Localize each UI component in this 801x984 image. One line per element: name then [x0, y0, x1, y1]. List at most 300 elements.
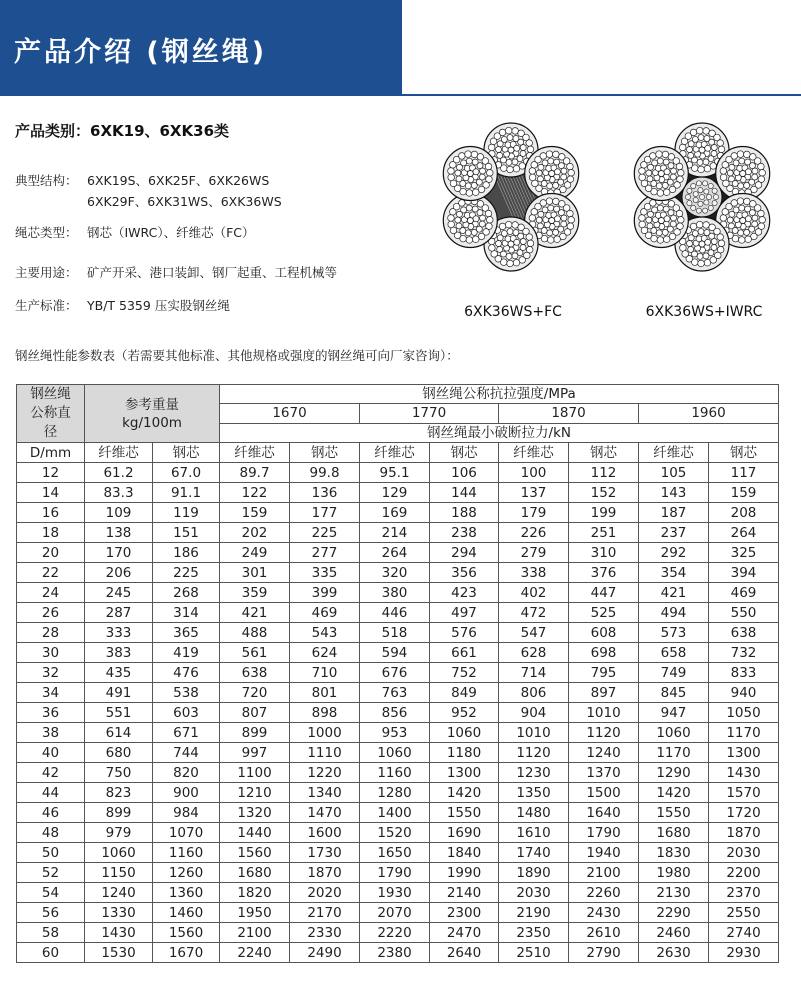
table-cell: 1680 — [220, 863, 290, 883]
table-cell: 187 — [639, 503, 709, 523]
table-cell: 1550 — [639, 803, 709, 823]
table-cell: 518 — [360, 623, 430, 643]
strength-header: 钢丝绳公称抗拉强度/MPa — [220, 385, 779, 404]
fc-figure-caption: 6XK36WS+FC — [464, 304, 562, 320]
table-cell: 2290 — [639, 903, 709, 923]
table-cell: 2130 — [639, 883, 709, 903]
table-cell: 237 — [639, 523, 709, 543]
table-cell: 1060 — [85, 843, 153, 863]
table-cell: 856 — [360, 703, 430, 723]
table-cell: 91.1 — [153, 483, 220, 503]
standard-value: YB/T 5359 压实股钢丝绳 — [87, 298, 230, 313]
table-cell: 1240 — [569, 743, 639, 763]
table-row — [17, 703, 779, 723]
table-cell: 698 — [569, 643, 639, 663]
table-cell: 1840 — [430, 843, 499, 863]
weight-fiber-label: 纤维芯 — [85, 443, 153, 463]
table-cell: 151 — [153, 523, 220, 543]
table-cell: 497 — [430, 603, 499, 623]
table-cell: 179 — [499, 503, 569, 523]
core-wire — [696, 181, 701, 186]
table-cell: 1950 — [220, 903, 290, 923]
table-cell: 1350 — [499, 783, 569, 803]
typical-structure-row — [15, 171, 269, 189]
table-cell: 333 — [85, 623, 153, 643]
core-wire — [691, 183, 696, 188]
table-cell: 36 — [17, 703, 85, 723]
table-cell: 732 — [709, 643, 779, 663]
table-cell: 287 — [85, 603, 153, 623]
table-cell: 2550 — [709, 903, 779, 923]
table-cell: 2020 — [290, 883, 360, 903]
table-cell: 365 — [153, 623, 220, 643]
core-type-value: 钢芯（IWRC）、纤维芯（FC） — [87, 225, 255, 240]
weight-header-line2: kg/100m — [122, 414, 182, 431]
table-cell: 801 — [290, 683, 360, 703]
table-cell: 603 — [153, 703, 220, 723]
table-cell: 394 — [709, 563, 779, 583]
table-cell: 169 — [360, 503, 430, 523]
table-cell: 638 — [220, 663, 290, 683]
table-cell: 301 — [220, 563, 290, 583]
table-cell: 849 — [430, 683, 499, 703]
table-cell: 576 — [430, 623, 499, 643]
table-cell: 1560 — [153, 923, 220, 943]
table-cell: 1370 — [569, 763, 639, 783]
typical-structure-line1: 6XK19S、6XK25F、6XK26WS — [87, 173, 270, 188]
table-cell: 1120 — [569, 723, 639, 743]
table-cell: 1110 — [290, 743, 360, 763]
core-wire — [693, 191, 698, 196]
table-cell: 38 — [17, 723, 85, 743]
table-cell: 1420 — [639, 783, 709, 803]
table-cell: 2070 — [360, 903, 430, 923]
table-cell: 54 — [17, 883, 85, 903]
table-cell: 2490 — [290, 943, 360, 963]
table-cell: 136 — [290, 483, 360, 503]
core-wire — [712, 200, 717, 205]
rope-strand — [443, 194, 497, 248]
table-cell: 95.1 — [360, 463, 430, 483]
core-wire — [708, 205, 713, 210]
table-cell: 117 — [709, 463, 779, 483]
table-caption: 钢丝绳性能参数表（若需要其他标准、其他规格或强度的钢丝绳可向厂家咨询）： — [15, 348, 459, 363]
table-cell: 1790 — [569, 823, 639, 843]
table-cell: 2470 — [430, 923, 499, 943]
table-cell: 2190 — [499, 903, 569, 923]
table-cell: 338 — [499, 563, 569, 583]
core-wire — [687, 188, 692, 193]
table-cell: 1720 — [709, 803, 779, 823]
table-cell: 2790 — [569, 943, 639, 963]
core-wire — [698, 201, 703, 206]
table-cell: 2460 — [639, 923, 709, 943]
table-row — [17, 683, 779, 703]
table-cell: 1690 — [430, 823, 499, 843]
table-cell: 106 — [430, 463, 499, 483]
table-cell: 245 — [85, 583, 153, 603]
table-cell: 1790 — [360, 863, 430, 883]
table-cell: 249 — [220, 543, 290, 563]
table-cell: 34 — [17, 683, 85, 703]
core-wire — [703, 181, 708, 186]
standard-label: 生产标准： — [15, 298, 78, 313]
table-cell: 199 — [569, 503, 639, 523]
table-cell: 899 — [220, 723, 290, 743]
core-wire — [698, 188, 703, 193]
table-cell: 472 — [499, 603, 569, 623]
table-cell: 1570 — [709, 783, 779, 803]
table-cell: 137 — [499, 483, 569, 503]
usage-value: 矿产开采、港口装卸、钢厂起重、工程机械等 — [87, 265, 338, 280]
table-cell: 105 — [639, 463, 709, 483]
table-cell: 214 — [360, 523, 430, 543]
table-cell: 188 — [430, 503, 499, 523]
table-cell: 26 — [17, 603, 85, 623]
table-cell: 83.3 — [85, 483, 153, 503]
table-cell: 42 — [17, 763, 85, 783]
table-cell: 24 — [17, 583, 85, 603]
table-row — [17, 523, 779, 543]
table-cell: 2740 — [709, 923, 779, 943]
table-cell: 469 — [709, 583, 779, 603]
table-cell: 547 — [499, 623, 569, 643]
table-row — [17, 623, 779, 643]
table-cell: 67.0 — [153, 463, 220, 483]
table-row — [17, 563, 779, 583]
table-cell: 1870 — [290, 863, 360, 883]
table-cell: 1440 — [220, 823, 290, 843]
core-wire — [696, 208, 701, 213]
grade-1960: 1960 — [639, 404, 779, 423]
core-wire — [712, 188, 717, 193]
rope-strand — [634, 194, 688, 248]
table-cell: 159 — [220, 503, 290, 523]
table-cell: 447 — [569, 583, 639, 603]
table-cell: 32 — [17, 663, 85, 683]
core-wire — [691, 205, 696, 210]
table-cell: 22 — [17, 563, 85, 583]
rope-strand — [525, 147, 579, 201]
table-cell: 1120 — [499, 743, 569, 763]
table-cell: 594 — [360, 643, 430, 663]
table-cell: 2220 — [360, 923, 430, 943]
table-cell: 144 — [430, 483, 499, 503]
table-cell: 129 — [360, 483, 430, 503]
table-cell: 138 — [85, 523, 153, 543]
table-cell: 310 — [569, 543, 639, 563]
table-cell: 314 — [153, 603, 220, 623]
table-cell: 2640 — [430, 943, 499, 963]
table-cell: 2370 — [709, 883, 779, 903]
table-cell: 763 — [360, 683, 430, 703]
steel-label-1870: 钢芯 — [569, 443, 639, 463]
spec-table — [16, 384, 779, 963]
table-cell: 1340 — [290, 783, 360, 803]
table-cell: 170 — [85, 543, 153, 563]
core-type-row — [15, 223, 255, 241]
breaking-force-header: 钢丝绳最小破断拉力/kN — [220, 423, 779, 442]
core-wire — [693, 197, 698, 202]
table-cell: 833 — [709, 663, 779, 683]
table-cell: 1170 — [709, 723, 779, 743]
table-row — [17, 903, 779, 923]
table-cell: 264 — [709, 523, 779, 543]
table-cell: 2630 — [639, 943, 709, 963]
table-cell: 238 — [430, 523, 499, 543]
table-cell: 1930 — [360, 883, 430, 903]
table-row — [17, 603, 779, 623]
table-cell: 89.7 — [220, 463, 290, 483]
table-cell: 1430 — [709, 763, 779, 783]
table-cell: 52 — [17, 863, 85, 883]
usage-label: 主要用途： — [15, 265, 78, 280]
steel-label-1770: 钢芯 — [430, 443, 499, 463]
table-cell: 159 — [709, 483, 779, 503]
table-cell: 100 — [499, 463, 569, 483]
table-cell: 1890 — [499, 863, 569, 883]
core-wire — [708, 183, 713, 188]
table-cell: 1300 — [709, 743, 779, 763]
table-cell: 2930 — [709, 943, 779, 963]
weight-header — [85, 385, 220, 443]
table-row — [17, 723, 779, 743]
table-cell: 1940 — [569, 843, 639, 863]
table-row — [17, 883, 779, 903]
table-cell: 1400 — [360, 803, 430, 823]
diameter-header — [17, 385, 85, 443]
table-cell: 152 — [569, 483, 639, 503]
table-cell: 18 — [17, 523, 85, 543]
table-cell: 1420 — [430, 783, 499, 803]
table-cell: 1180 — [430, 743, 499, 763]
table-cell: 1740 — [499, 843, 569, 863]
table-cell: 325 — [709, 543, 779, 563]
weight-header-line1: 参考重量 — [125, 396, 179, 413]
table-cell: 1010 — [499, 723, 569, 743]
table-cell: 2030 — [499, 883, 569, 903]
table-row — [17, 943, 779, 963]
table-row — [17, 463, 779, 483]
table-cell: 710 — [290, 663, 360, 683]
table-cell: 99.8 — [290, 463, 360, 483]
table-cell: 1460 — [153, 903, 220, 923]
table-cell: 2510 — [499, 943, 569, 963]
table-cell: 354 — [639, 563, 709, 583]
table-cell: 279 — [499, 543, 569, 563]
table-cell: 2100 — [220, 923, 290, 943]
rope-strand — [443, 147, 497, 201]
table-cell: 1210 — [220, 783, 290, 803]
table-cell: 752 — [430, 663, 499, 683]
rope-strand — [716, 147, 770, 201]
table-cell: 614 — [85, 723, 153, 743]
table-row — [17, 763, 779, 783]
table-cell: 423 — [430, 583, 499, 603]
table-cell: 30 — [17, 643, 85, 663]
table-cell: 109 — [85, 503, 153, 523]
table-cell: 1100 — [220, 763, 290, 783]
page-title: 产品介绍 (钢丝绳) — [14, 37, 268, 68]
table-cell: 720 — [220, 683, 290, 703]
table-cell: 671 — [153, 723, 220, 743]
table-cell: 1360 — [153, 883, 220, 903]
rope-cross-section-iwrc — [627, 122, 777, 272]
table-cell: 744 — [153, 743, 220, 763]
table-cell: 16 — [17, 503, 85, 523]
table-cell: 435 — [85, 663, 153, 683]
table-cell: 264 — [360, 543, 430, 563]
table-cell: 845 — [639, 683, 709, 703]
usage-row — [15, 263, 337, 281]
table-cell: 1060 — [430, 723, 499, 743]
table-cell: 335 — [290, 563, 360, 583]
table-cell: 419 — [153, 643, 220, 663]
table-cell: 1600 — [290, 823, 360, 843]
table-cell: 122 — [220, 483, 290, 503]
table-cell: 1290 — [639, 763, 709, 783]
table-cell: 61.2 — [85, 463, 153, 483]
table-cell: 2260 — [569, 883, 639, 903]
table-cell: 48 — [17, 823, 85, 843]
table-cell: 1170 — [639, 743, 709, 763]
table-cell: 1050 — [709, 703, 779, 723]
table-cell: 380 — [360, 583, 430, 603]
table-cell: 2610 — [569, 923, 639, 943]
iwrc-figure-caption: 6XK36WS+IWRC — [645, 304, 763, 320]
table-cell: 12 — [17, 463, 85, 483]
table-cell: 1480 — [499, 803, 569, 823]
table-cell: 525 — [569, 603, 639, 623]
core-wire — [704, 200, 709, 205]
table-cell: 177 — [290, 503, 360, 523]
table-cell: 119 — [153, 503, 220, 523]
fiber-label-1670: 纤维芯 — [220, 443, 290, 463]
title-banner — [0, 0, 402, 96]
table-cell: 14 — [17, 483, 85, 503]
table-cell: 551 — [85, 703, 153, 723]
table-row — [17, 583, 779, 603]
table-cell: 997 — [220, 743, 290, 763]
table-cell: 359 — [220, 583, 290, 603]
table-cell: 421 — [220, 603, 290, 623]
core-wire — [699, 194, 704, 199]
table-cell: 1240 — [85, 883, 153, 903]
typical-structure-line2: 6XK29F、6XK31WS、6XK36WS — [87, 194, 282, 209]
table-row — [17, 663, 779, 683]
table-cell: 226 — [499, 523, 569, 543]
table-cell: 1470 — [290, 803, 360, 823]
table-cell: 383 — [85, 643, 153, 663]
table-row — [17, 823, 779, 843]
table-cell: 1330 — [85, 903, 153, 923]
typical-structure-label: 典型结构： — [15, 173, 78, 188]
table-cell: 2350 — [499, 923, 569, 943]
table-cell: 320 — [360, 563, 430, 583]
core-wire — [713, 194, 718, 199]
table-cell: 1430 — [85, 923, 153, 943]
table-cell: 661 — [430, 643, 499, 663]
table-cell: 680 — [85, 743, 153, 763]
core-wire — [704, 189, 709, 194]
fiber-label-1870: 纤维芯 — [499, 443, 569, 463]
table-cell: 1530 — [85, 943, 153, 963]
spec-table-body — [17, 463, 779, 963]
table-row — [17, 783, 779, 803]
table-cell: 251 — [569, 523, 639, 543]
table-cell: 2380 — [360, 943, 430, 963]
table-cell: 1220 — [290, 763, 360, 783]
table-cell: 469 — [290, 603, 360, 623]
table-cell: 225 — [153, 563, 220, 583]
table-row — [17, 543, 779, 563]
table-row — [17, 743, 779, 763]
table-row — [17, 803, 779, 823]
table-cell: 1160 — [360, 763, 430, 783]
table-cell: 1230 — [499, 763, 569, 783]
table-cell: 947 — [639, 703, 709, 723]
core-wire — [685, 194, 690, 199]
table-row — [17, 863, 779, 883]
table-cell: 807 — [220, 703, 290, 723]
table-cell: 50 — [17, 843, 85, 863]
table-row — [17, 843, 779, 863]
table-cell: 1650 — [360, 843, 430, 863]
standard-row — [15, 296, 230, 314]
table-cell: 749 — [639, 663, 709, 683]
table-cell: 538 — [153, 683, 220, 703]
table-row — [17, 643, 779, 663]
table-cell: 2240 — [220, 943, 290, 963]
rope-strand — [634, 147, 688, 201]
steel-label-1670: 钢芯 — [290, 443, 360, 463]
diameter-header-text: 钢丝绳公称直径 — [30, 386, 71, 440]
table-cell: 1150 — [85, 863, 153, 883]
core-wire — [706, 194, 711, 199]
table-cell: 2100 — [569, 863, 639, 883]
table-row — [17, 483, 779, 503]
table-cell: 676 — [360, 663, 430, 683]
table-cell: 608 — [569, 623, 639, 643]
table-cell: 1010 — [569, 703, 639, 723]
table-cell: 900 — [153, 783, 220, 803]
table-cell: 2140 — [430, 883, 499, 903]
table-cell: 952 — [430, 703, 499, 723]
table-cell: 20 — [17, 543, 85, 563]
table-cell: 1680 — [639, 823, 709, 843]
table-cell: 1520 — [360, 823, 430, 843]
table-cell: 820 — [153, 763, 220, 783]
table-cell: 2030 — [709, 843, 779, 863]
core-wire — [687, 200, 692, 205]
table-cell: 488 — [220, 623, 290, 643]
table-cell: 979 — [85, 823, 153, 843]
table-cell: 1990 — [430, 863, 499, 883]
table-cell: 225 — [290, 523, 360, 543]
table-cell: 1820 — [220, 883, 290, 903]
table-cell: 294 — [430, 543, 499, 563]
table-cell: 823 — [85, 783, 153, 803]
core-wire — [703, 208, 708, 213]
table-cell: 356 — [430, 563, 499, 583]
table-cell: 60 — [17, 943, 85, 963]
table-cell: 1980 — [639, 863, 709, 883]
table-cell: 402 — [499, 583, 569, 603]
table-cell: 543 — [290, 623, 360, 643]
table-row — [17, 923, 779, 943]
table-cell: 1500 — [569, 783, 639, 803]
table-cell: 628 — [499, 643, 569, 663]
